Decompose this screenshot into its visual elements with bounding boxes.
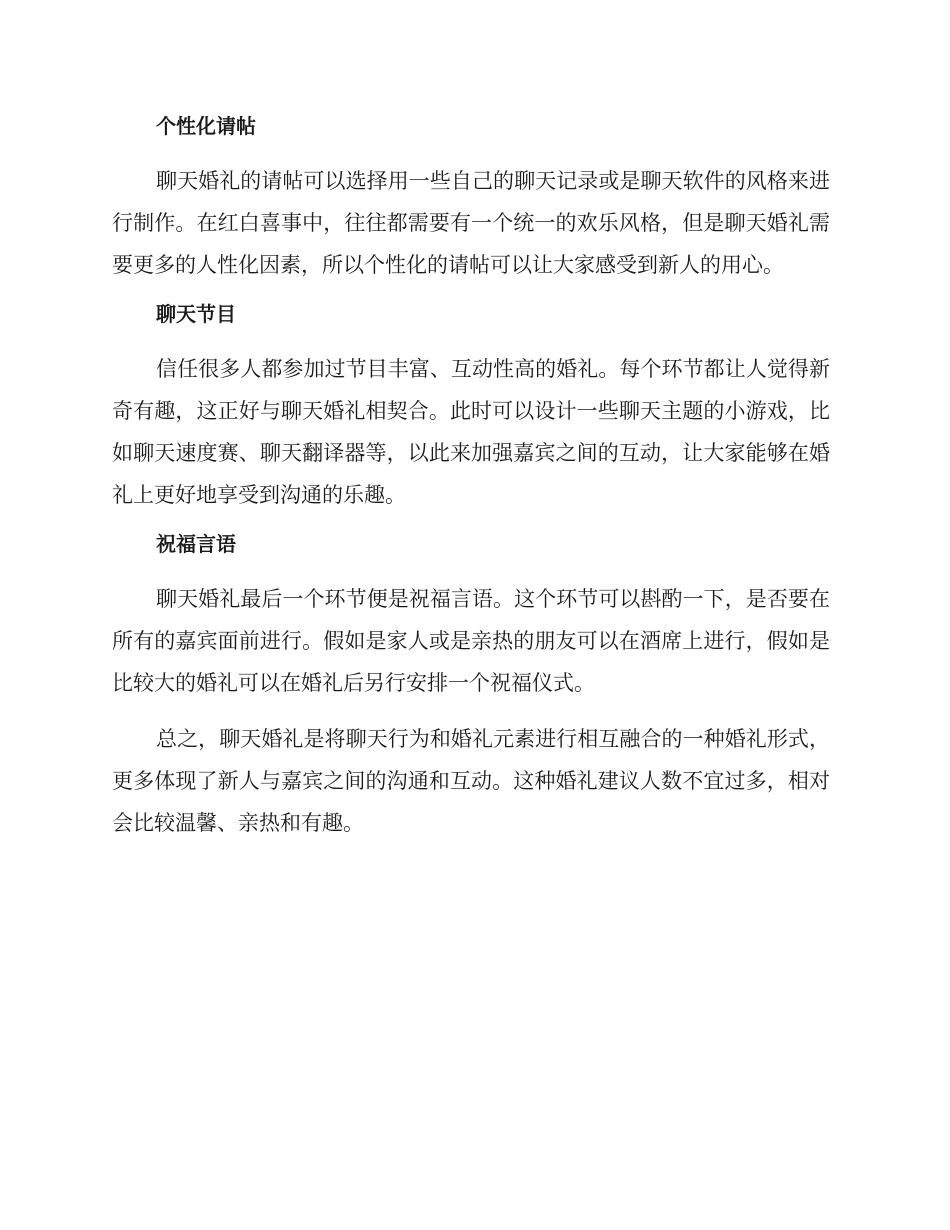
section-heading: 个性化请帖: [156, 114, 256, 138]
section-heading: 聊天节目: [156, 302, 236, 326]
section-heading: 祝福言语: [156, 532, 236, 556]
conclusion-paragraph: 总之，聊天婚礼是将聊天行为和婚礼元素进行相互融合的一种婚礼形式，更多体现了新人与嘉宾之间的沟通和互动。这种婚礼建议人数不宜过多，相对会比较温馨、亲热和有趣。: [112, 727, 830, 835]
body-paragraph: 聊天婚礼的请帖可以选择用一些自己的聊天记录或是聊天软件的风格来进行制作。在红白喜事中，往往都需要有一个统一的欢乐风格，但是聊天婚礼需要更多的人性化因素，所以个性化的请帖可以让大家感受到新人的用心。: [112, 169, 830, 277]
body-paragraph: 信任很多人都参加过节目丰富、互动性高的婚礼。每个环节都让人觉得新奇有趣，这正好与聊天婚礼相契合。此时可以设计一些聊天主题的小游戏，比如聊天速度赛、聊天翻译器等，以此来加强嘉宾之间的互动，让大家能够在婚礼上更好地享受到沟通的乐趣。: [112, 357, 830, 507]
section-personalized-invitation: [112, 112, 830, 286]
section-chat-program: [112, 300, 830, 516]
body-paragraph: 聊天婚礼最后一个环节便是祝福言语。这个环节可以斟酌一下，是否要在所有的嘉宾面前进行。假如是家人或是亲热的朋友可以在酒席上进行，假如是比较大的婚礼可以在婚礼后另行安排一个祝福仪式。: [112, 587, 830, 695]
section-blessing-words: [112, 530, 830, 844]
